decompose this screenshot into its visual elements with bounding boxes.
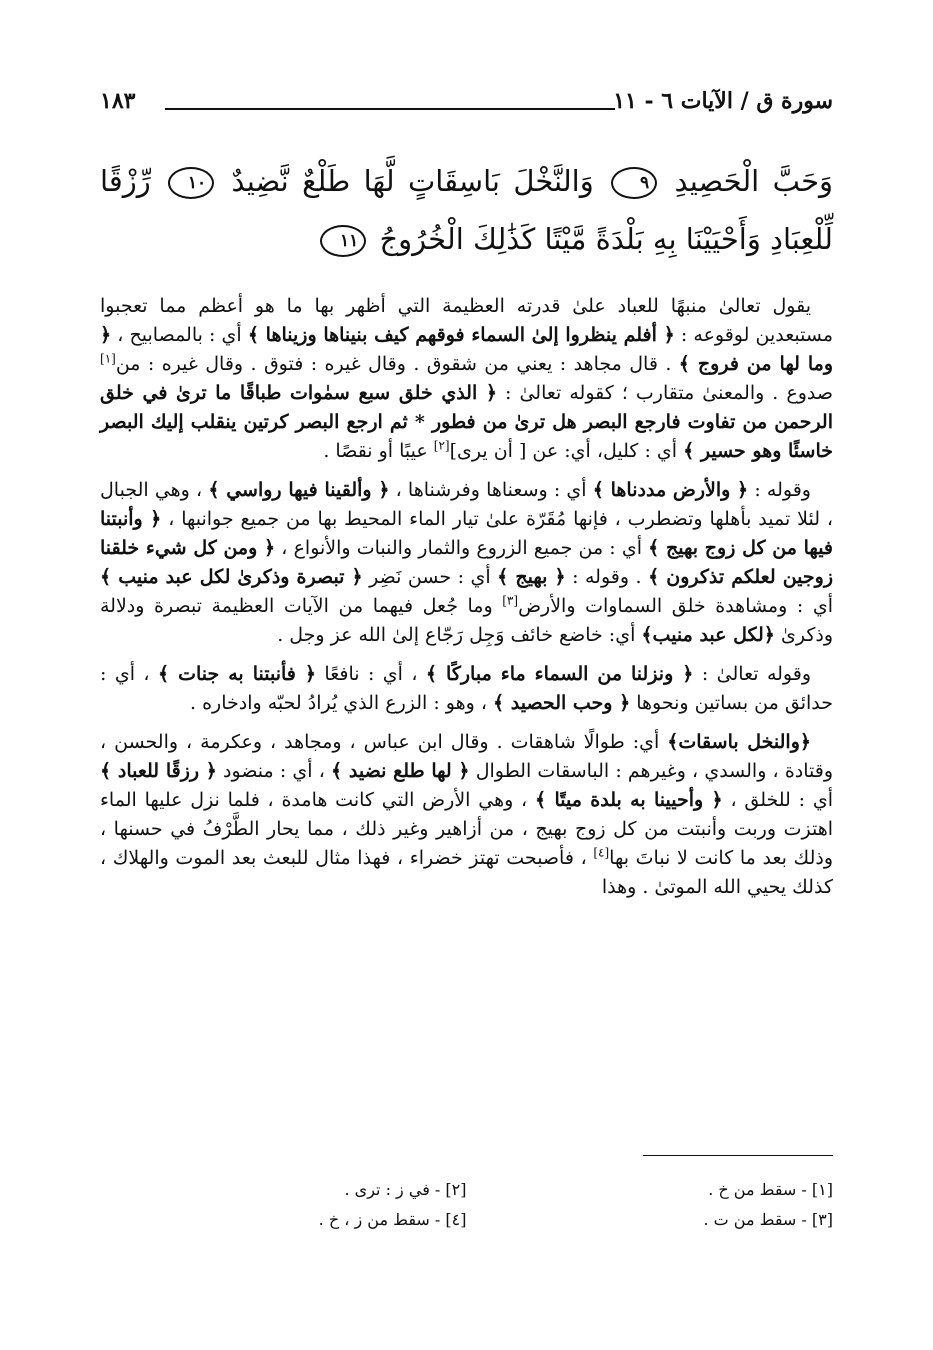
footnote: [٤] - سقط من ز ، خ . xyxy=(318,1210,467,1229)
footnote-ref: [٤] xyxy=(593,845,610,860)
text: أي : بالمصابيح ، xyxy=(111,324,248,346)
quran-quote: ﴿ وما لها من فروج ﴾ xyxy=(100,324,833,375)
footnote-row xyxy=(100,1175,833,1205)
quran-quote: ﴿ أفلم ينظروا إلىٰ السماء فوقهم كيف بنيناها وزيناها ﴾ xyxy=(247,324,675,346)
text: ، فأصبحت تهتز خضراء ، فهذا مثال للبعث بعد الموت والهلاك ، كذلك يحيي الله الموتىٰ . وهذا xyxy=(100,847,833,898)
quran-quote: ﴿ وحب الحصيد ﴾ xyxy=(493,692,631,714)
text: أي : كليل، أي: عن [ أن يرى] xyxy=(449,440,684,462)
text: . وقوله : xyxy=(565,566,649,588)
verse-number-marker: ١١ xyxy=(320,225,366,257)
footnote: [٣] - سقط من ت . xyxy=(703,1210,833,1229)
quran-verses xyxy=(100,152,833,268)
footnote-ref: [٢] xyxy=(433,438,450,453)
verse-text: وَالنَّخْلَ بَاسِقَاتٍ لَّهَا طَلْعٌ نَّضِيدٌ xyxy=(231,164,594,198)
quran-quote: ﴿ فأنبتنا به جنات ﴾ xyxy=(157,663,316,685)
footnote-row xyxy=(100,1205,833,1235)
quran-quote: ﴿ بهيج ﴾ xyxy=(497,566,566,588)
page-number: ١٨٣ xyxy=(100,88,136,114)
text: . قال مجاهد : يعني من شقوق . وقال غيره : فتوق . وقال غيره : من xyxy=(115,353,679,375)
quran-quote: ﴿ تبصرة وذكرىٰ لكل عبد منيب ﴾ xyxy=(100,566,363,588)
text: وقوله تعالىٰ : xyxy=(693,663,811,685)
commentary-body xyxy=(100,292,833,912)
footnote: [٢] - في ز : ترى . xyxy=(344,1180,467,1199)
surah-title: سورة ق / الآيات ٦ - ١١ xyxy=(613,88,833,114)
text: ، وهو : الزرع الذي يُرادُ لحبّه وادخاره . xyxy=(190,692,493,714)
page-header xyxy=(100,84,833,124)
quran-quote: ﴿لكل عبد منيب﴾ xyxy=(641,624,775,646)
text: أي: طوالًا شاهقات . وقال ابن عباس ، ومجاهد ، وعكرمة ، والحسن ، وقتادة ، والسدي ، وغيرهم : الباسقات الطوال xyxy=(100,731,834,782)
header-rule xyxy=(165,108,615,110)
text: صدوع . والمعنىٰ متقارب ؛ كقوله تعالىٰ : xyxy=(496,382,833,404)
quran-quote: ﴿ وأحيينا به بلدة ميتًا ﴾ xyxy=(534,789,723,811)
text: أي : من جميع الزروع والثمار والنبات والأنواع ، xyxy=(275,537,649,559)
text: ، وهي الجبال ، لئلا تميد بأهلها وتضطرب ، فإنها مُقَرّة علىٰ تيار الماء المحيط بها من جميع جوانبها ، xyxy=(100,479,833,530)
text: ، وهي الأرض التي كانت هامدة ، فلما نزل عليها الماء اهتزت وربت وأنبتت من كل زوج بهيج ، من أزاهير وغير ذلك ، مما يحار الطَّرْفُ في حسنها ، وذلك بعد ما كانت لا نباتَ بها xyxy=(100,789,833,869)
footnote-ref: [١] xyxy=(100,351,116,366)
text: يقول تعالىٰ منبهًا للعباد علىٰ قدرته العظيمة التي أظهر بها ما هو أعظم مما تعجبوا مستبعدين لوقوعه : xyxy=(100,295,834,346)
quran-quote: ﴿ ومن كل شيء خلقنا زوجين لعلكم تذكرون ﴾ xyxy=(100,537,833,588)
text: أي : حسن نَضِر xyxy=(362,566,498,588)
verse-number-marker: ١٠ xyxy=(168,167,214,199)
text: وما جُعل فيهما من الآيات العظيمة تبصرة ودلالة وذكرىٰ xyxy=(100,595,833,646)
quran-quote: ﴿ رزقًا للعباد ﴾ xyxy=(100,760,217,782)
paragraph xyxy=(100,292,833,466)
text: أي : وسعناها وفرشناها ، xyxy=(389,479,593,501)
quran-quote: ﴿ الذي خلق سبع سمٰوات طباقًا ما ترىٰ في خلق الرحمن من تفاوت فارجع البصر هل ترىٰ من فطور * ثم ارجع البصر كرتين ينقلب إليك البصر خاسئًا وهو حسير ﴾ xyxy=(100,382,833,462)
text: عيبًا أو نقصًا . xyxy=(323,440,434,462)
text: ، أي : نافعًا xyxy=(316,663,426,685)
text: أي : ومشاهدة خلق السماوات والأرض xyxy=(518,595,833,617)
quran-quote: ﴿ وألقينا فيها رواسي ﴾ xyxy=(208,479,390,501)
footnote: [١] - سقط من خ . xyxy=(708,1180,833,1199)
footnote-ref: [٣] xyxy=(502,593,519,608)
quran-quote: ﴿ والأرض مددناها ﴾ xyxy=(592,479,749,501)
text: أي: خاضع خائف وَجِل رَجّاع إلىٰ الله عز وجل . xyxy=(277,624,642,646)
quran-quote: ﴿والنخل باسقات﴾ xyxy=(667,731,812,753)
footnotes xyxy=(100,1175,833,1235)
text: وقوله : xyxy=(748,479,811,501)
verse-text: رِّزْقًا لِّلْعِبَادِ وَأَحْيَيْنَا بِهِ بَلْدَةً مَّيْتًا كَذَٰلِكَ الْخُرُوجُ xyxy=(100,164,833,256)
paragraph xyxy=(100,660,833,718)
footnote-divider xyxy=(643,1155,833,1156)
quran-quote: ﴿ لها طلع نضيد ﴾ xyxy=(331,760,470,782)
quran-quote: ﴿ ونزلنا من السماء ماء مباركًا ﴾ xyxy=(425,663,694,685)
text: ، أي : منضود xyxy=(216,760,332,782)
verse-text: وَحَبَّ الْحَصِيدِ xyxy=(674,164,834,198)
verse-number-marker: ٩ xyxy=(611,167,657,199)
text: أي : للخلق ، xyxy=(722,789,833,811)
quran-quote: ﴿ وأنبتنا فيها من كل زوج بهيج ﴾ xyxy=(100,508,834,559)
paragraph xyxy=(100,476,833,650)
text: ، أي : حدائق من بساتين ونحوها xyxy=(100,663,833,714)
paragraph xyxy=(100,728,833,902)
